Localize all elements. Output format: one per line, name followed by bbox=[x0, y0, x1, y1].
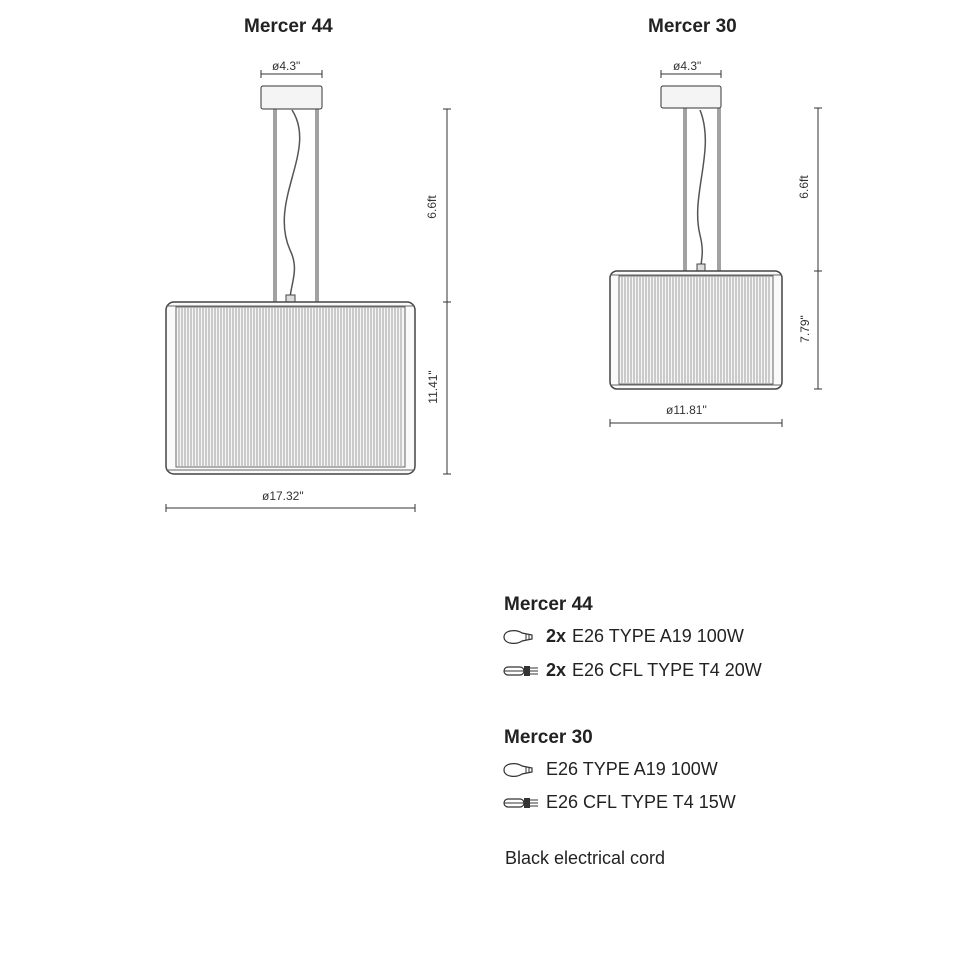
shade-height-44: 11.41" bbox=[426, 370, 440, 404]
canopy-mercer-30 bbox=[661, 86, 721, 108]
shade-diameter-30: ø11.81" bbox=[666, 403, 707, 417]
spec-text: E26 TYPE A19 100W bbox=[572, 626, 744, 646]
cord-length-30: 6.6ft bbox=[797, 175, 811, 199]
spec-row bbox=[502, 660, 762, 681]
cord-note: Black electrical cord bbox=[505, 848, 666, 868]
spec-row bbox=[502, 792, 736, 813]
spec-row bbox=[502, 759, 718, 780]
shade-diameter-44: ø17.32" bbox=[262, 489, 304, 503]
canopy-diameter-44: ø4.3" bbox=[272, 59, 301, 73]
spec-title-mercer-44: Mercer 44 bbox=[504, 594, 593, 615]
spec-text: E26 TYPE A19 100W bbox=[546, 759, 718, 779]
canopy-diameter-30: ø4.3" bbox=[673, 59, 702, 73]
lamp-title-mercer-30: Mercer 30 bbox=[648, 16, 737, 37]
cfl-bulb-icon bbox=[502, 661, 540, 681]
cfl-bulb-icon bbox=[502, 793, 540, 813]
shade-height-30: 7.79" bbox=[798, 315, 812, 343]
lamp-title-mercer-44: Mercer 44 bbox=[244, 16, 333, 37]
incandescent-bulb-icon bbox=[502, 760, 540, 780]
canopy-mercer-44 bbox=[261, 86, 322, 109]
spec-qty: 2x bbox=[546, 660, 567, 680]
incandescent-bulb-icon bbox=[502, 627, 540, 647]
cord-length-44: 6.6ft bbox=[425, 195, 439, 219]
spec-qty: 2x bbox=[546, 626, 567, 646]
spec-row bbox=[502, 626, 744, 647]
electrical-cord-44 bbox=[284, 110, 299, 300]
spec-text: E26 CFL TYPE T4 15W bbox=[546, 792, 736, 812]
spec-title-mercer-30: Mercer 30 bbox=[504, 727, 593, 748]
electrical-cord-30 bbox=[698, 110, 706, 270]
spec-text: E26 CFL TYPE T4 20W bbox=[572, 660, 762, 680]
